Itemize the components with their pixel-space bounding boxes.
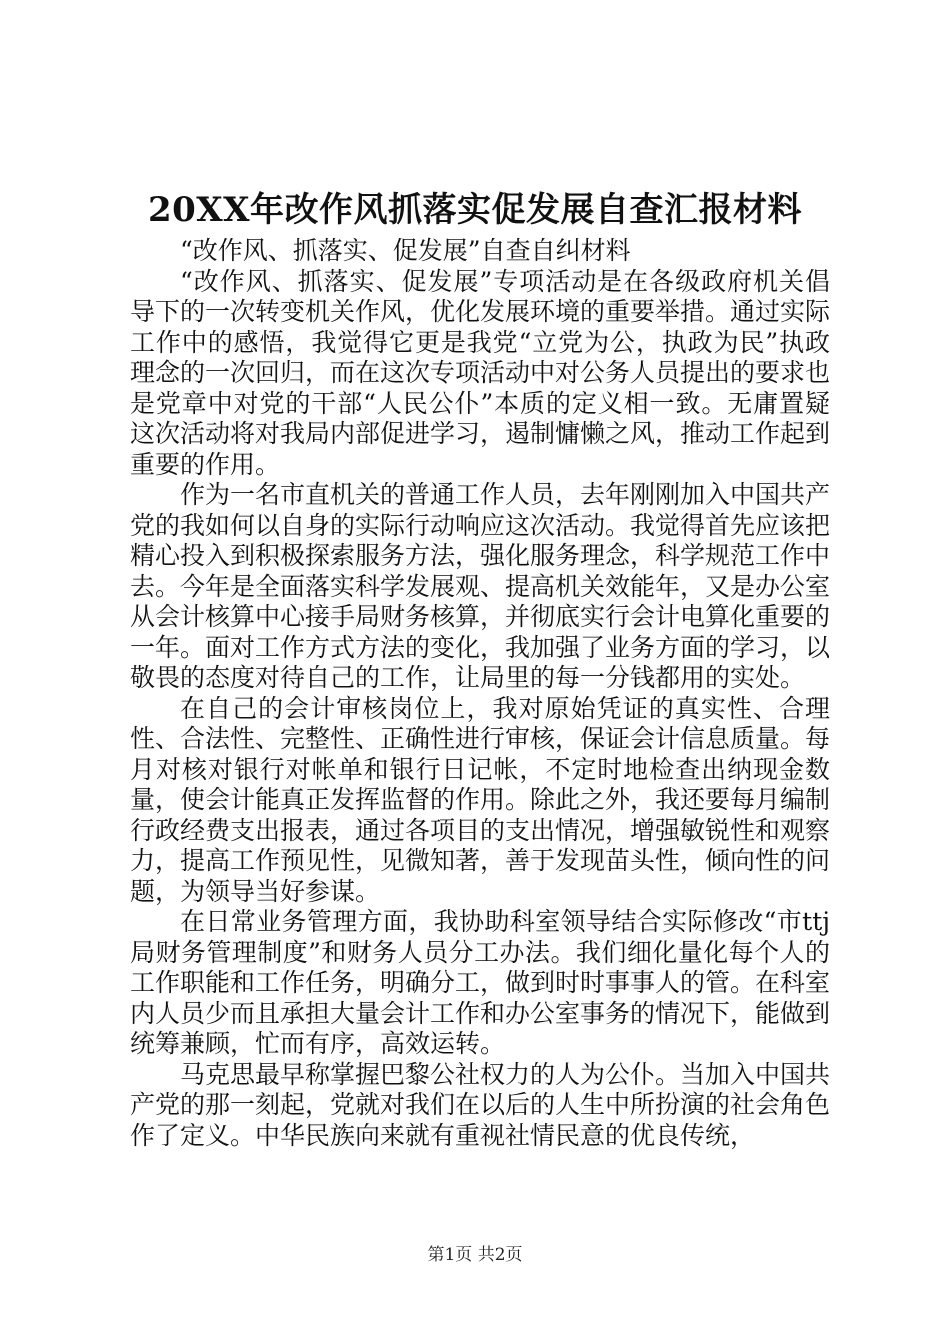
document-body [130, 236, 830, 1151]
document-title: 20XX年改作风抓落实促发展自查汇报材料 [147, 190, 803, 230]
paragraph: 在日常业务管理方面，我协助科室领导结合实际修改“市ttj局财务管理制度”和财务人员分工办法。我们细化量化每个人的工作职能和工作任务，明确分工，做到时时事事人的管。在科室内人员少而且承担大量会计工作和办公室事务的情况下，能做到统筹兼顾，忙而有序，高效运转。 [130, 907, 831, 1058]
page-number-footer: 第1页 共2页 [427, 1245, 523, 1265]
paragraph: 在自己的会计审核岗位上，我对原始凭证的真实性、合理性、合法性、完整性、正确性进行审核，保证会计信息质量。每月对核对银行对帐单和银行日记帐，不定时地检查出纳现金数量，使会计能真正发挥监督的作用。除此之外，我还要每月编制行政经费支出报表，通过各项目的支出情况，增强敏锐性和观察力，提高工作预见性，见微知著，善于发现苗头性，倾向性的问题，为领导当好参谋。 [130, 693, 831, 906]
paragraph: 马克思最早称掌握巴黎公社权力的人为公仆。当加入中国共产党的那一刻起，党就对我们在以后的人生中所扮演的社会角色作了定义。中华民族向来就有重视社情民意的优良传统， [130, 1059, 831, 1150]
paragraph: 作为一名市直机关的普通工作人员，去年刚刚加入中国共产党的我如何以自身的实际行动响应这次活动。我觉得首先应该把精心投入到积极探索服务方法，强化服务理念，科学规范工作中去。今年是全面落实科学发展观、提高机关效能年，又是办公室从会计核算中心接手局财务核算，并彻底实行会计电算化重要的一年。面对工作方式方法的变化，我加强了业务方面的学习，以敬畏的态度对待自己的工作，让局里的每一分钱都用的实处。 [130, 480, 831, 692]
paragraph: “改作风、抓落实、促发展”专项活动是在各级政府机关倡导下的一次转变机关作风，优化发展环境的重要举措。通过实际工作中的感悟，我觉得它更是我党“立党为公，执政为民”执政理念的一次回归，而在这次专项活动中对公务人员提出的要求也是党章中对党的干部“人民公仆”本质的定义相一致。无庸置疑这次活动将对我局内部促进学习，遏制慵懒之风，推动工作起到重要的作用。 [130, 266, 831, 479]
paragraph-subtitle: “改作风、抓落实、促发展”自查自纠材料 [180, 236, 631, 265]
